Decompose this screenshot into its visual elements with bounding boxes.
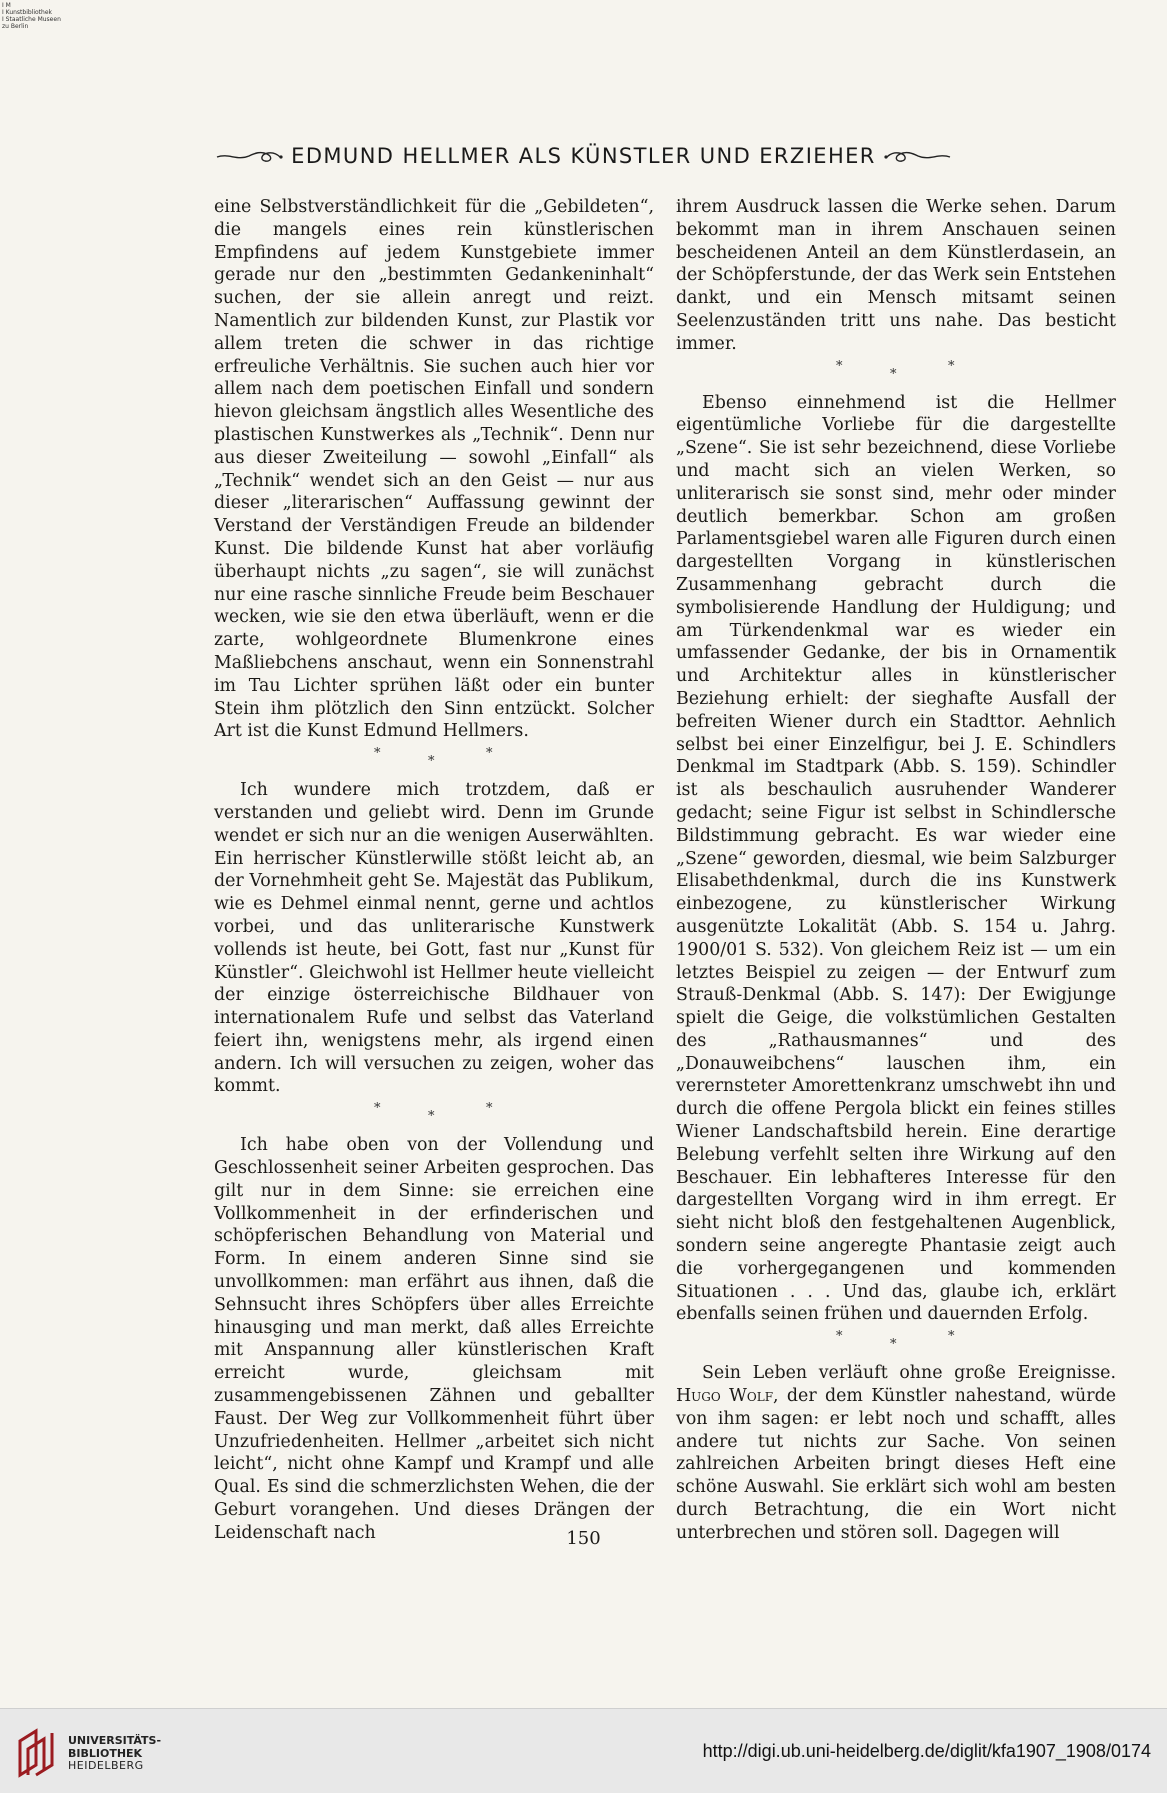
asterisk: *	[428, 754, 435, 770]
library-logo-icon	[14, 1727, 60, 1779]
left-ornament-icon	[215, 146, 283, 166]
section-separator	[676, 1326, 1116, 1362]
library-name-line: BIBLIOTHEK	[68, 1746, 143, 1760]
section-separator	[214, 743, 654, 779]
paragraph	[676, 1362, 1116, 1544]
stamp-line: zu Berlin	[2, 23, 29, 30]
library-name-line: HEIDELBERG	[68, 1759, 144, 1772]
paragraph: Ich habe oben von der Vollendung und Geschlossenheit seiner Arbeiten gesprochen. Das gilt nur in dem Sinne: sie erreichen eine Vollkommenheit in der erfinderischen und schöpferischen Behandlung von Material und Form. In einem anderen Sinne sind sie unvollkommen: man erfährt aus ihnen, daß die Sehnsucht ihres Schöpfers über alles Erreichte hinausging und man merkt, daß alles Erreichte mit Anspannung aller künstlerischen Kraft erreicht wurde, gleichsam mit zusammengebissenen Zähnen und geballter Faust. Der Weg zur Vollkommenheit führt über Unzufriedenheiten. Hellmer „arbeitet sich nicht leicht“, nicht ohne Kampf und Krampf und alle Qual. Es sind die schmerzlichsten Wehen, die der Geburt vorangehen. Und dieses Drängen der Leidenschaft nach	[214, 1135, 654, 1543]
paragraph-rest: , der dem Künstler nahestand, würde von ihm sagen: er lebt noch und schafft, alles andere tut nichts zur Sache. Von seinen zahlreichen Arbeiten bringt dieses Heft eine schöne Auswahl. Sie erklärt sich wohl am besten durch Betrachtung, die ein Wort nicht unterbrechen und stören soll. Dagegen will	[676, 1386, 1116, 1543]
page-number: 150	[566, 1528, 601, 1549]
paragraph: eine Selbstverständlichkeit für die „Gebildeten“, die mangels eines rein künstlerischen Empfindens auf jedem Kunstgebiete immer gerade nur den „bestimmten Gedankeninhalt“ suchen, der sie allein anregt und reizt. Namentlich zur bildenden Kunst, zur Plastik vor allem treten die schwer in das richtige erfreuliche Verhältnis. Sie suchen auch hier vor allem nach dem poetischen Einfall und sondern hievon gleichsam ängstlich alles Wesentliche des plastischen Kunstwerkes als „Technik“. Denn nur aus dieser Zweiteilung — sowohl „Einfall“ als „Technik“ wendet sich an den Geist — nur aus dieser „literarischen“ Auffassung gewinnt der Verstand der Verständigen Freude an bildender Kunst. Die bildende Kunst hat aber vorläufig überhaupt nichts „zu sagen“, sie will zunächst nur eine rasche sinnliche Freude beim Beschauer wecken, wie sie den etwa überläuft, wenn er die zarte, wohlgeordnete Blumenkrone eines Maßliebchens anschaut, wenn ein Sonnenstrahl im Tau Lichter sprühen läßt oder ein bunter Stein ihm plötzlich den Sinn entzückt. Solcher Art ist die Kunst Edmund Hellmers.	[214, 197, 654, 742]
source-url-link[interactable]: http://digi.ub.uni-heidelberg.de/diglit/kfa1907_1908/0174	[702, 1741, 1151, 1761]
right-ornament-icon	[884, 146, 952, 166]
asterisk: *	[836, 358, 843, 374]
person-name: Hugo Wolf	[676, 1386, 774, 1407]
stamp-line: I Kunstbibliothek	[2, 9, 53, 16]
asterisk: *	[890, 1337, 897, 1353]
section-separator	[214, 1098, 654, 1134]
left-column	[214, 196, 654, 1545]
asterisk: *	[428, 1109, 435, 1125]
paragraph: Ebenso einnehmend ist die Hellmer eigentümliche Vorliebe für die dargestellte „Szene“. Sie ist sehr bezeichnend, diese Vorliebe und macht sich an vielen Werken, so unliterarisch sie sonst sind, mehr oder minder deutlich bemerkbar. Schon am großen Parlamentsgiebel waren alle Figuren durch einen dargestellten Vorgang in künstlerischen Zusammenhang gebracht durch die symbolisierende Handlung der Huldigung; und am Türkendenkmal war es wieder ein umfassender Gedanke, der bis in Ornamentik und Architektur alles in künstlerischer Beziehung erhielt: der sieghafte Ausfall der befreiten Wiener durch ein Stadttor. Aehnlich selbst bei einer Einzelfigur, bei J. E. Schindlers Denkmal im Stadtpark (Abb. S. 159). Schindler ist als beschaulich ausruhender Wanderer gedacht; seine Figur ist selbst in Schindlersche Bildstimmung gebracht. Es war wieder eine „Szene“ geworden, diesmal, wie beim Salzburger Elisabethdenkmal, durch die ins Kunstwerk einbezogene, zu künstlerischer Wirkung ausgenützte Lokalität (Abb. S. 154 u. Jahrg. 1900/01 S. 532). Von gleichem Reiz ist — um ein letztes Beispiel zu zeigen — der Entwurf zum Strauß-Denkmal (Abb. S. 147): Der Ewigjunge spielt die Geige, die volkstümlichen Gestalten des „Rathausmannes“ und des „Donauweibchens“ lauschen ihm, ein verernsteter Amorettenkranz umschwebt ihn und durch die offene Pergola blickt ein feines stilles Wiener Landschaftsbild herein. Eine derartige Belebung verfehlt selten ihre Wirkung auf den Beschauer. Ein lebhafteres Interesse für den dargestellten Vorgang wird in ihm erregt. Er sieht nicht bloß den festgehaltenen Augenblick, sondern seine angeregte Phantasie zeigt auch die vorhergegangenen und kommenden Situationen . . . Und das, glaube ich, erklärt ebenfalls seinen frühen und dauernden Erfolg.	[676, 392, 1116, 1325]
right-column	[676, 196, 1116, 1545]
library-stamp	[2, 2, 61, 30]
library-name-line: UNIVERSITÄTS-	[68, 1734, 162, 1747]
section-separator	[676, 356, 1116, 392]
paragraph: ihrem Ausdruck lassen die Werke sehen. Darum bekommt man in ihrem Anschauen seinen bescheidenen Anteil an dem Künstlerdasein, an der Schöpferstunde, der das Werk sein Entstehen dankt, und ein Mensch mitsamt seinen Seelenzuständen tritt uns nahe. Das besticht immer.	[676, 197, 1116, 354]
asterisk: *	[374, 1101, 381, 1117]
page-title: EDMUND HELLMER ALS KÜNSTLER UND ERZIEHER	[291, 144, 876, 168]
stamp-line: I Staatliche Museen	[2, 16, 61, 23]
library-name	[68, 1735, 161, 1773]
asterisk: *	[836, 1329, 843, 1345]
asterisk: *	[890, 366, 897, 382]
asterisk: *	[486, 746, 493, 762]
stamp-line: I M	[2, 2, 11, 9]
asterisk: *	[948, 358, 955, 374]
asterisk: *	[486, 1101, 493, 1117]
asterisk: *	[374, 746, 381, 762]
asterisk: *	[948, 1329, 955, 1345]
footer-bar	[0, 1708, 1167, 1793]
running-header	[0, 144, 1167, 168]
paragraph-start: Sein Leben verläuft ohne große Ereignisse.	[702, 1363, 1116, 1384]
paragraph: Ich wundere mich trotzdem, daß er verstanden und geliebt wird. Denn im Grunde wendet er sich nur an die wenigen Auserwählten. Ein herrischer Künstlerwille stößt leicht ab, an der Vornehmheit geht Se. Majestät das Publikum, wie es Dehmel einmal nennt, gerne und achtlos vorbei, und das unliterarische Kunstwerk vollends ist heute, bei Gott, fast nur „Kunst für Künstler“. Gleichwohl ist Hellmer heute vielleicht der einzige österreichische Bildhauer von internationalem Rufe und selbst das Vaterland feiert ihn, wenigstens mehr, als irgend einen andern. Ich will versuchen zu zeigen, woher das kommt.	[214, 780, 654, 1097]
